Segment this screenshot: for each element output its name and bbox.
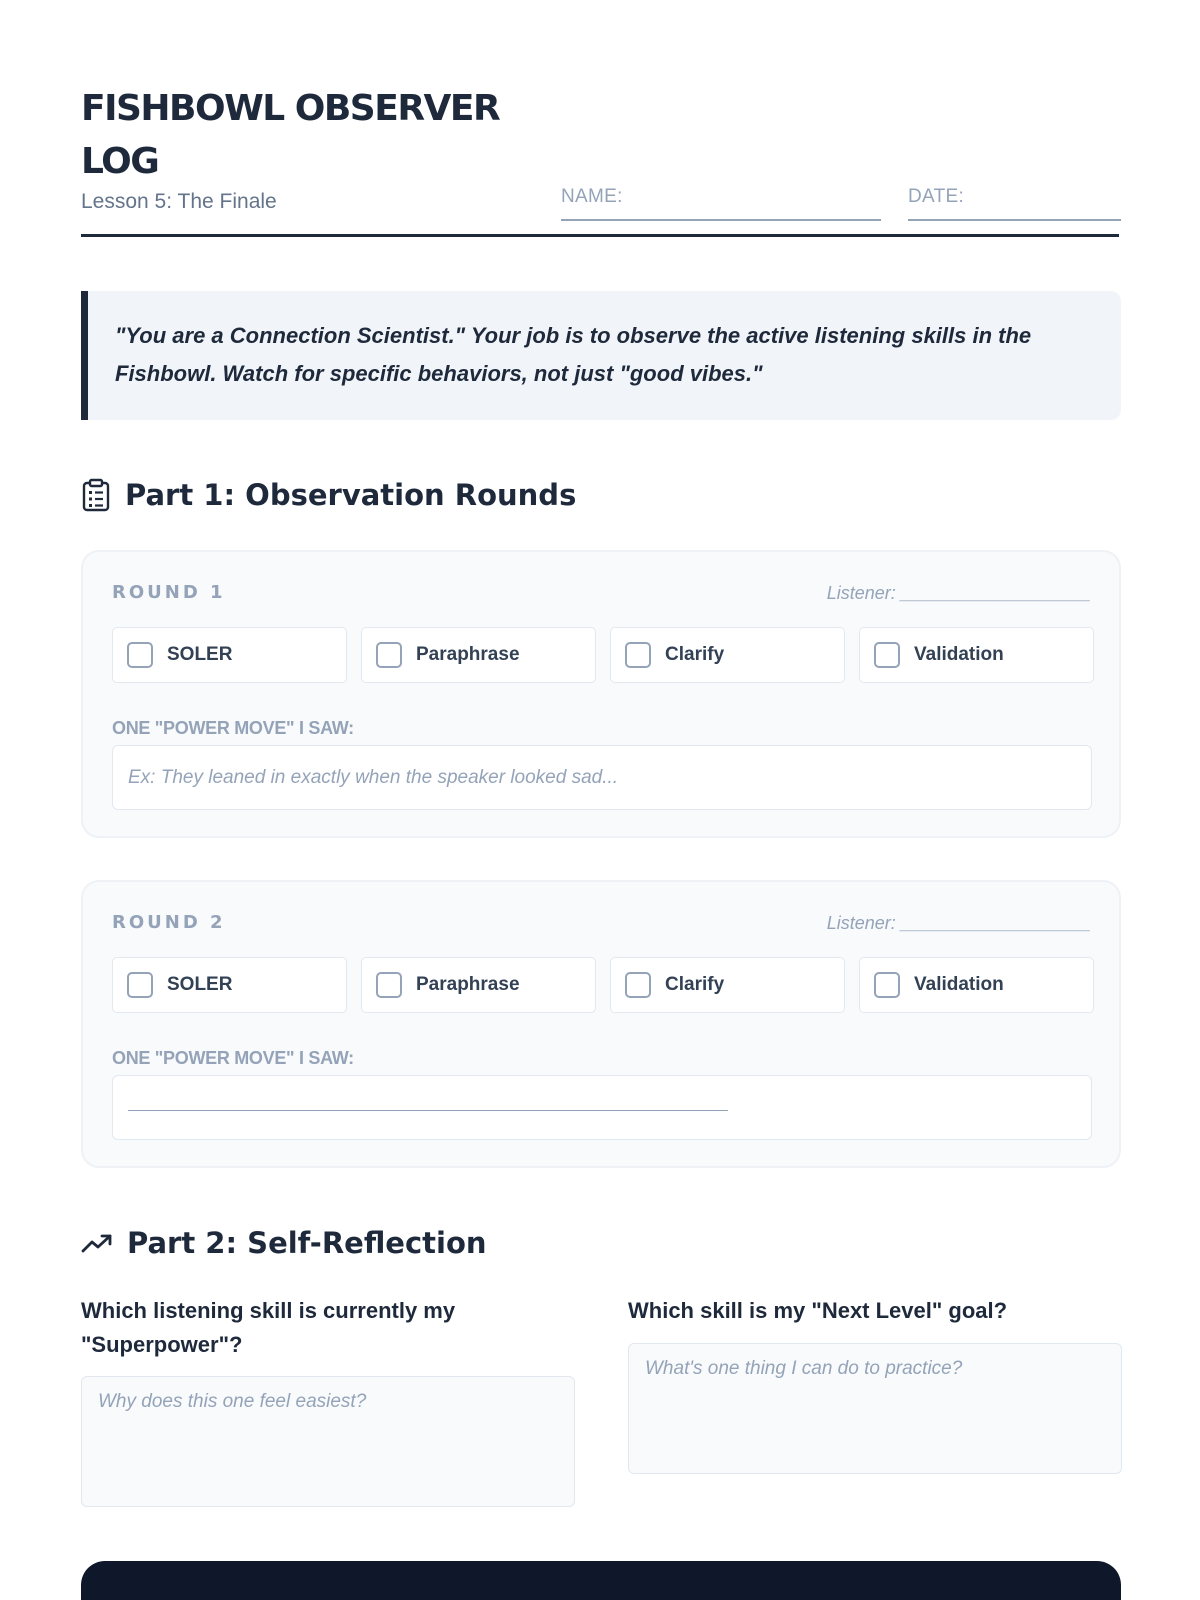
next-level-placeholder: What's one thing I can do to practice? xyxy=(645,1358,963,1379)
listener-field[interactable]: Listener: ___________________ xyxy=(826,583,1091,603)
skill-checkbox-clarify[interactable] xyxy=(610,957,845,1013)
clipboard-icon xyxy=(81,478,111,512)
next-level-answer[interactable] xyxy=(628,1343,1122,1474)
skill-checkbox-validation[interactable] xyxy=(859,627,1094,683)
skill-checkbox-paraphrase[interactable] xyxy=(361,627,596,683)
skill-checklist xyxy=(112,957,1094,1013)
next-level-question: Which skill is my "Next Level" goal? xyxy=(628,1298,1008,1323)
skill-label: SOLER xyxy=(167,974,233,995)
checkbox-icon[interactable] xyxy=(625,972,651,998)
round-card-1 xyxy=(81,550,1121,838)
checkbox-icon[interactable] xyxy=(376,642,402,668)
part2-title: Part 2: Self-Reflection xyxy=(127,1226,487,1260)
skill-label: Validation xyxy=(914,974,1004,995)
skill-label: Paraphrase xyxy=(416,974,520,995)
date-field[interactable] xyxy=(908,186,1121,221)
round-title: ROUND 1 xyxy=(112,582,226,603)
checkbox-icon[interactable] xyxy=(874,642,900,668)
skill-checkbox-clarify[interactable] xyxy=(610,627,845,683)
name-field[interactable] xyxy=(561,186,881,221)
skill-checkbox-soler[interactable] xyxy=(112,627,347,683)
skill-label: Clarify xyxy=(665,974,725,995)
intro-text: "You are a Connection Scientist." Your job is to observe the active listening skills in the Fishbowl. Watch for specific behaviors, not just "good vibes." xyxy=(115,323,1032,386)
superpower-question: Which listening skill is currently my "Superpower"? xyxy=(81,1298,456,1357)
footer-band xyxy=(81,1561,1121,1600)
superpower-placeholder: Why does this one feel easiest? xyxy=(98,1391,367,1412)
skill-label: Paraphrase xyxy=(416,644,520,665)
round-title: ROUND 2 xyxy=(112,912,226,933)
checkbox-icon[interactable] xyxy=(127,642,153,668)
part1-title: Part 1: Observation Rounds xyxy=(125,478,577,512)
skill-label: Validation xyxy=(914,644,1004,665)
name-label: NAME: xyxy=(561,186,623,207)
skill-checkbox-paraphrase[interactable] xyxy=(361,957,596,1013)
power-move-input[interactable] xyxy=(112,1075,1092,1140)
checkbox-icon[interactable] xyxy=(625,642,651,668)
blank-write-line xyxy=(128,1110,728,1111)
power-move-placeholder: Ex: They leaned in exactly when the speaker looked sad... xyxy=(128,766,619,788)
worksheet-header xyxy=(81,0,1119,237)
trending-up-icon xyxy=(81,1232,113,1254)
round-card-2 xyxy=(81,880,1121,1168)
skill-label: SOLER xyxy=(167,644,233,665)
skill-checklist xyxy=(112,627,1094,683)
listener-field[interactable]: Listener: ___________________ xyxy=(826,913,1091,933)
power-move-input[interactable] xyxy=(112,745,1092,810)
date-label: DATE: xyxy=(908,186,965,207)
intro-callout xyxy=(81,291,1121,420)
checkbox-icon[interactable] xyxy=(127,972,153,998)
part1-heading xyxy=(81,478,576,512)
checkbox-icon[interactable] xyxy=(376,972,402,998)
power-move-label: ONE "POWER MOVE" I SAW: xyxy=(112,718,354,738)
part2-heading xyxy=(81,1226,487,1260)
skill-label: Clarify xyxy=(665,644,725,665)
superpower-answer[interactable] xyxy=(81,1376,575,1507)
skill-checkbox-validation[interactable] xyxy=(859,957,1094,1013)
page-title: FISHBOWL OBSERVER LOG xyxy=(81,88,500,182)
skill-checkbox-soler[interactable] xyxy=(112,957,347,1013)
lesson-subtitle: Lesson 5: The Finale xyxy=(81,190,277,213)
checkbox-icon[interactable] xyxy=(874,972,900,998)
power-move-label: ONE "POWER MOVE" I SAW: xyxy=(112,1048,354,1068)
